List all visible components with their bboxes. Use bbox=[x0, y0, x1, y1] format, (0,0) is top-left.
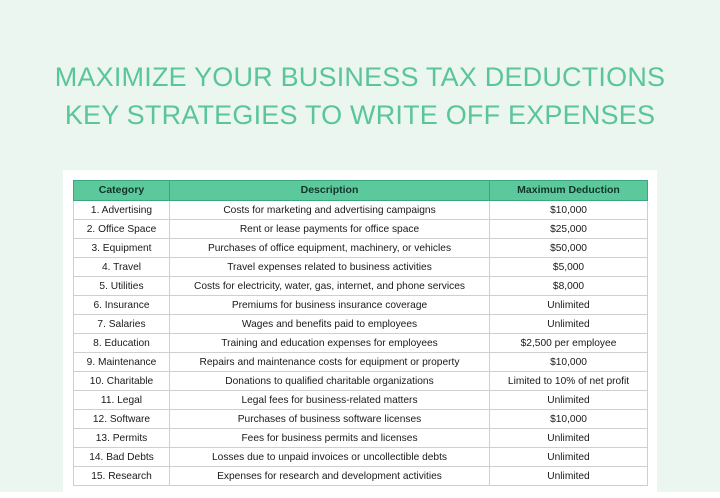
cell-category: 3. Equipment bbox=[74, 239, 170, 258]
cell-category: 1. Advertising bbox=[74, 201, 170, 220]
table-row bbox=[74, 258, 648, 277]
cell-maximum-deduction: Unlimited bbox=[490, 296, 648, 315]
cell-description: Wages and benefits paid to employees bbox=[170, 315, 490, 334]
cell-category: 9. Maintenance bbox=[74, 353, 170, 372]
table-row bbox=[74, 277, 648, 296]
cell-category: 4. Travel bbox=[74, 258, 170, 277]
cell-category: 6. Insurance bbox=[74, 296, 170, 315]
table-row bbox=[74, 410, 648, 429]
cell-maximum-deduction: Unlimited bbox=[490, 391, 648, 410]
cell-maximum-deduction: Unlimited bbox=[490, 467, 648, 486]
table-header bbox=[74, 181, 648, 201]
cell-category: 15. Research bbox=[74, 467, 170, 486]
cell-maximum-deduction: $10,000 bbox=[490, 353, 648, 372]
cell-description: Purchases of office equipment, machinery, or vehicles bbox=[170, 239, 490, 258]
column-header-maximum-deduction: Maximum Deduction bbox=[490, 181, 648, 201]
cell-maximum-deduction: $5,000 bbox=[490, 258, 648, 277]
cell-maximum-deduction: $10,000 bbox=[490, 201, 648, 220]
cell-description: Costs for electricity, water, gas, internet, and phone services bbox=[170, 277, 490, 296]
table-card bbox=[63, 170, 657, 498]
title-line-1: MAXIMIZE YOUR BUSINESS TAX DEDUCTIONS bbox=[54, 62, 666, 92]
cell-description: Costs for marketing and advertising campaigns bbox=[170, 201, 490, 220]
cell-description: Expenses for research and development activities bbox=[170, 467, 490, 486]
cell-maximum-deduction: $50,000 bbox=[490, 239, 648, 258]
table-row bbox=[74, 239, 648, 258]
table-body bbox=[74, 201, 648, 486]
table-row bbox=[74, 448, 648, 467]
cell-description: Fees for business permits and licenses bbox=[170, 429, 490, 448]
cell-description: Repairs and maintenance costs for equipment or property bbox=[170, 353, 490, 372]
title-line-2: KEY STRATEGIES TO WRITE OFF EXPENSES bbox=[64, 100, 656, 130]
cell-category: 10. Charitable bbox=[74, 372, 170, 391]
cell-description: Losses due to unpaid invoices or uncollectible debts bbox=[170, 448, 490, 467]
cell-description: Training and education expenses for employees bbox=[170, 334, 490, 353]
cell-description: Legal fees for business-related matters bbox=[170, 391, 490, 410]
table-row bbox=[74, 201, 648, 220]
deductions-table bbox=[73, 180, 648, 486]
cell-description: Purchases of business software licenses bbox=[170, 410, 490, 429]
cell-category: 7. Salaries bbox=[74, 315, 170, 334]
cell-maximum-deduction: Unlimited bbox=[490, 429, 648, 448]
cell-category: 12. Software bbox=[74, 410, 170, 429]
cell-category: 11. Legal bbox=[74, 391, 170, 410]
table-row bbox=[74, 372, 648, 391]
table-row bbox=[74, 429, 648, 448]
cell-description: Donations to qualified charitable organizations bbox=[170, 372, 490, 391]
table-row bbox=[74, 334, 648, 353]
cell-category: 14. Bad Debts bbox=[74, 448, 170, 467]
cell-description: Rent or lease payments for office space bbox=[170, 220, 490, 239]
cell-maximum-deduction: $2,500 per employee bbox=[490, 334, 648, 353]
cell-maximum-deduction: $8,000 bbox=[490, 277, 648, 296]
table-row bbox=[74, 353, 648, 372]
table-row bbox=[74, 391, 648, 410]
cell-maximum-deduction: $25,000 bbox=[490, 220, 648, 239]
cell-description: Travel expenses related to business activities bbox=[170, 258, 490, 277]
table-row bbox=[74, 315, 648, 334]
column-header-description: Description bbox=[170, 181, 490, 201]
cell-description: Premiums for business insurance coverage bbox=[170, 296, 490, 315]
cell-category: 5. Utilities bbox=[74, 277, 170, 296]
cell-maximum-deduction: Unlimited bbox=[490, 448, 648, 467]
column-header-category: Category bbox=[74, 181, 170, 201]
table-row bbox=[74, 296, 648, 315]
cell-maximum-deduction: $10,000 bbox=[490, 410, 648, 429]
cell-category: 13. Permits bbox=[74, 429, 170, 448]
cell-maximum-deduction: Unlimited bbox=[490, 315, 648, 334]
page-title bbox=[0, 58, 720, 134]
table-row bbox=[74, 467, 648, 486]
cell-category: 2. Office Space bbox=[74, 220, 170, 239]
table-header-row bbox=[74, 181, 648, 201]
cell-maximum-deduction: Limited to 10% of net profit bbox=[490, 372, 648, 391]
cell-category: 8. Education bbox=[74, 334, 170, 353]
table-row bbox=[74, 220, 648, 239]
